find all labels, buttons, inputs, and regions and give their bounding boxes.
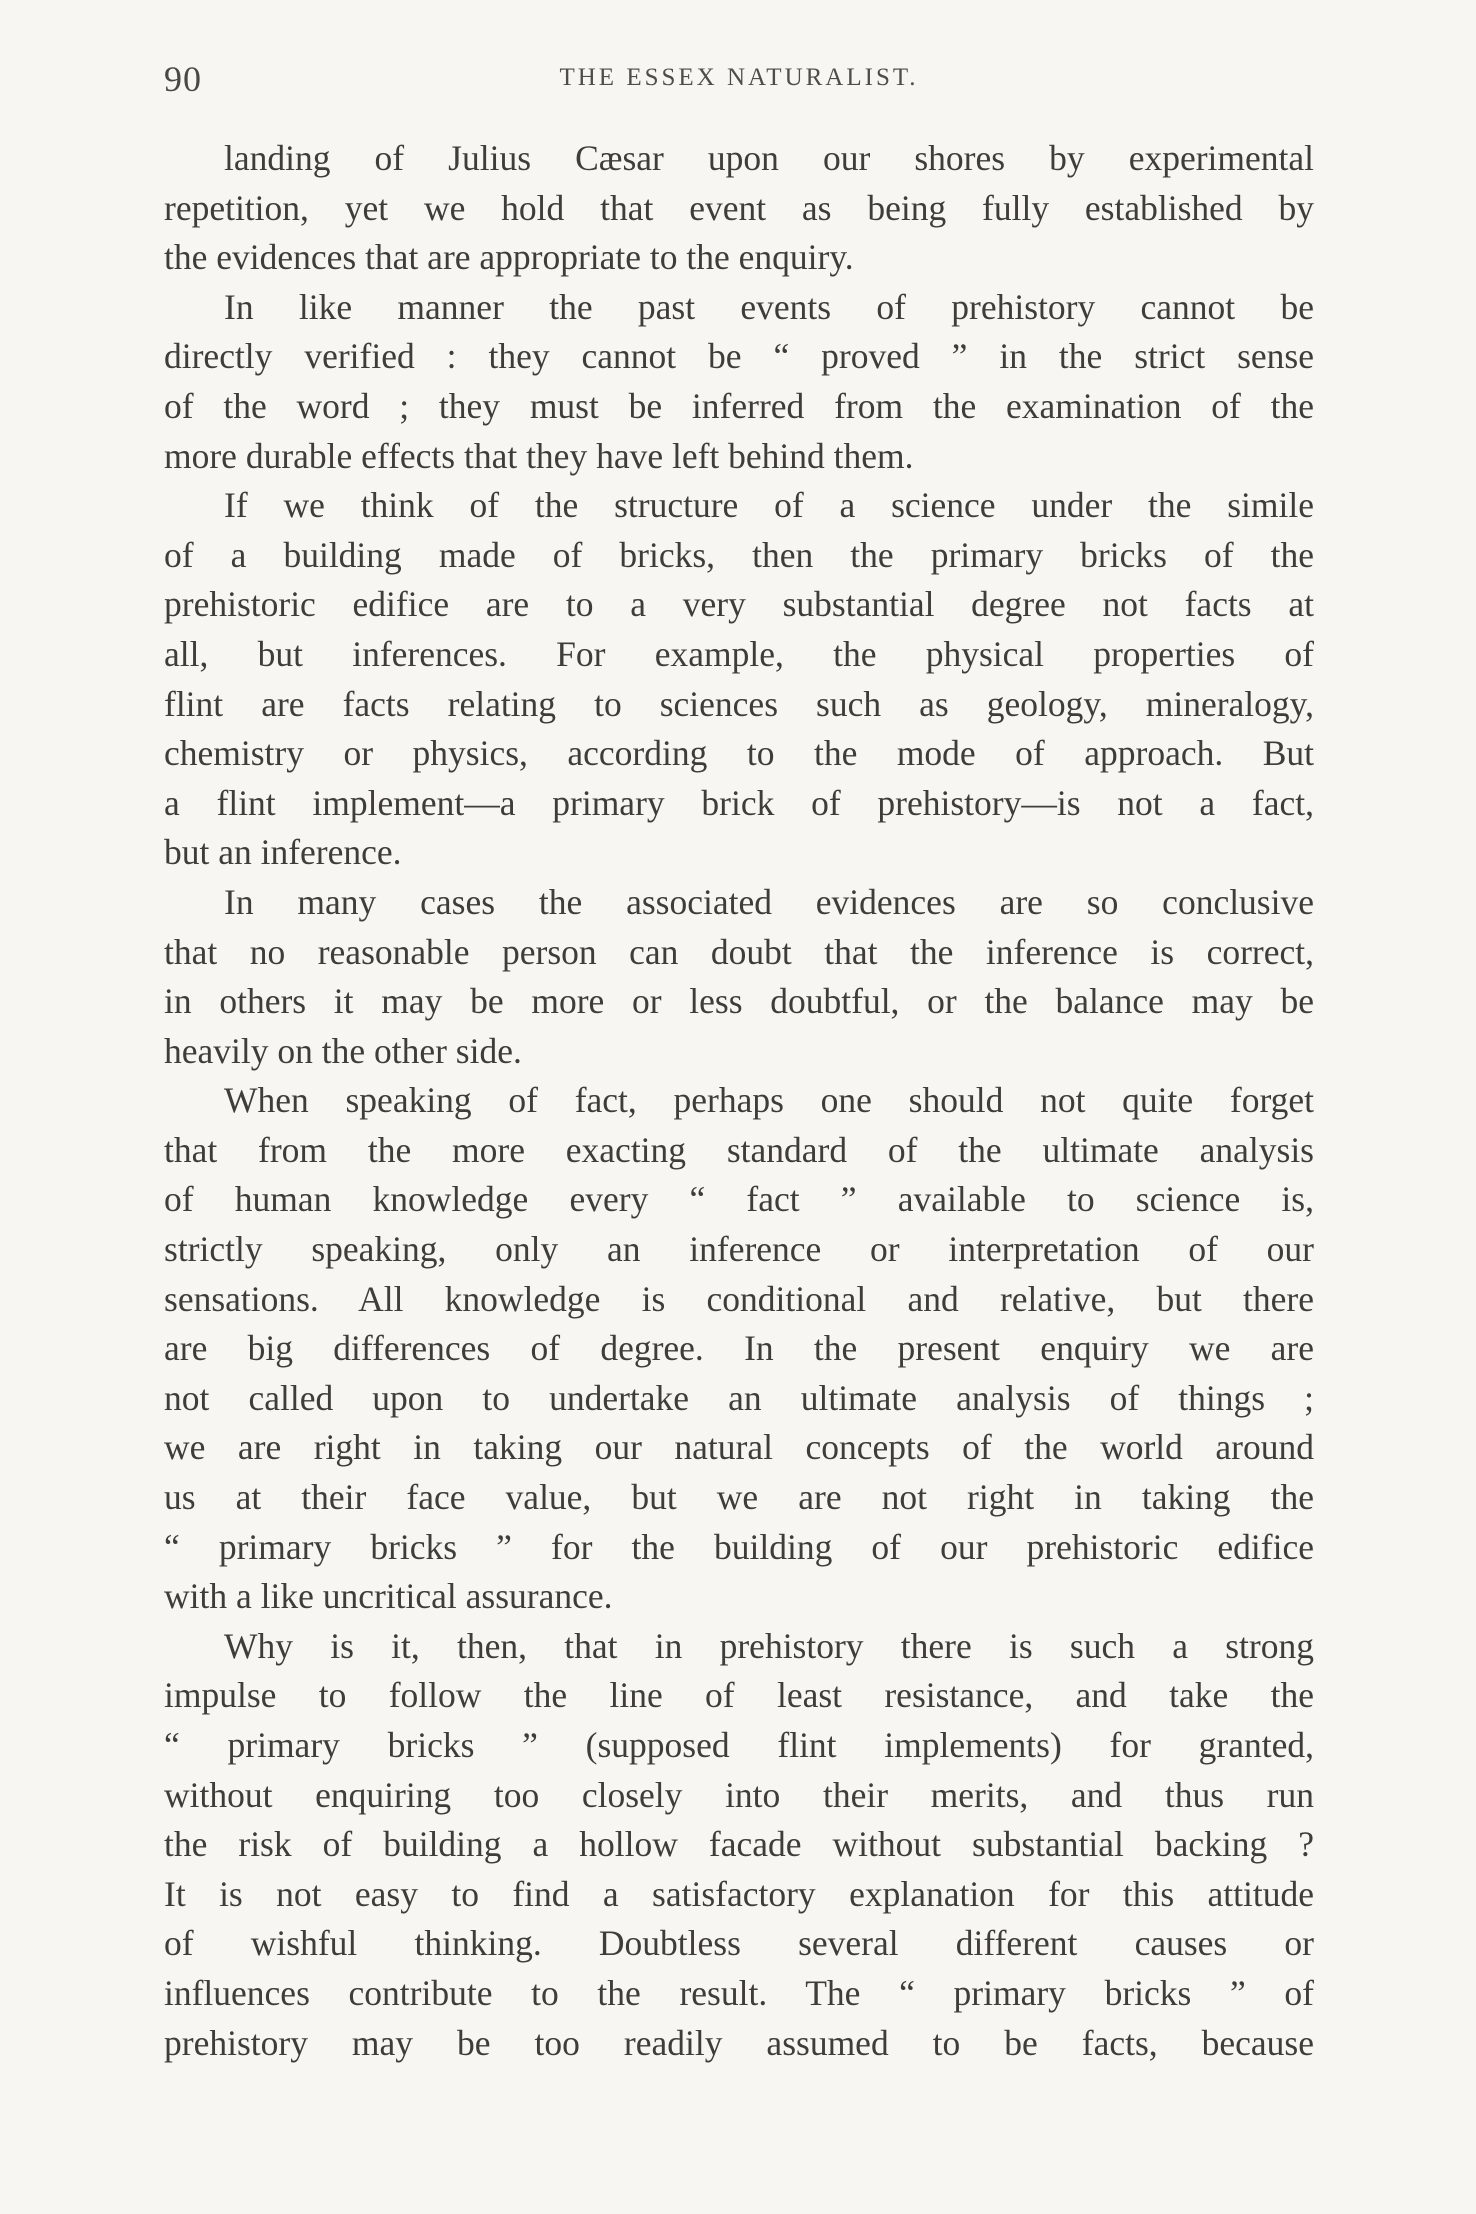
text-line: If we think of the structure of a science under the simile xyxy=(224,485,1314,526)
text-line: “ primary bricks ” for the building of our prehistoric edifice xyxy=(164,1526,1314,1567)
paragraph xyxy=(164,481,1314,878)
text-line: strictly speaking, only an inference or interpretation of our xyxy=(164,1229,1314,1270)
text-line: without enquiring too closely into their merits, and thus run xyxy=(164,1774,1314,1815)
text-line: landing of Julius Cæsar upon our shores by experimental xyxy=(224,138,1314,178)
text-line: chemistry or physics, according to the mode of approach. But xyxy=(164,733,1314,774)
paragraph xyxy=(164,1622,1314,2068)
body-text xyxy=(164,134,1314,2068)
text-line: all, but inferences. For example, the physical properties of xyxy=(164,633,1314,674)
paragraph xyxy=(164,283,1314,481)
text-line: sensations. All knowledge is conditional and relative, but there xyxy=(164,1278,1314,1319)
text-line: When speaking of fact, perhaps one should not quite forget xyxy=(224,1080,1314,1121)
text-line: of human knowledge every “ fact ” available to science is, xyxy=(164,1179,1314,1220)
paragraph xyxy=(164,1076,1314,1622)
text-line: directly verified : they cannot be “ proved ” in the strict sense xyxy=(164,336,1314,377)
page-header xyxy=(164,58,1314,108)
paragraph xyxy=(164,878,1314,1076)
text-line: with a like uncritical assurance. xyxy=(164,1576,613,1617)
text-line: of the word ; they must be inferred from the examination of the xyxy=(164,385,1314,426)
text-line: not called upon to undertake an ultimate analysis of things ; xyxy=(164,1377,1314,1418)
text-line: prehistoric edifice are to a very substantial degree not facts at xyxy=(164,584,1314,625)
text-line: repetition, yet we hold that event as being fully established by xyxy=(164,187,1314,228)
text-line: in others it may be more or less doubtful, or the balance may be xyxy=(164,981,1314,1022)
text-line: In many cases the associated evidences are so conclusive xyxy=(224,881,1314,922)
text-line: flint are facts relating to sciences such as geology, mineralogy, xyxy=(164,683,1314,724)
text-line: the risk of building a hollow facade without substantial backing ? xyxy=(164,1824,1314,1865)
text-line: that no reasonable person can doubt that the inference is correct, xyxy=(164,931,1314,972)
text-line: we are right in taking our natural concepts of the world around xyxy=(164,1427,1314,1468)
text-line: are big differences of degree. In the present enquiry we are xyxy=(164,1328,1314,1369)
text-line: impulse to follow the line of least resistance, and take the xyxy=(164,1675,1314,1716)
page-number: 90 xyxy=(164,59,202,99)
text-line: “ primary bricks ” (supposed flint implements) for granted, xyxy=(164,1725,1314,1765)
text-line: of wishful thinking. Doubtless several different causes or xyxy=(164,1923,1314,1964)
text-line: a flint implement—a primary brick of prehistory—is not a fact, xyxy=(164,782,1314,823)
text-line: In like manner the past events of prehistory cannot be xyxy=(224,286,1314,327)
text-line: of a building made of bricks, then the primary bricks of the xyxy=(164,534,1314,575)
text-line: more durable effects that they have left behind them. xyxy=(164,435,914,476)
text-line: heavily on the other side. xyxy=(164,1030,522,1071)
text-line: influences contribute to the result. The “ primary bricks ” of xyxy=(164,1972,1314,2013)
text-line: Why is it, then, that in prehistory there is such a strong xyxy=(224,1625,1314,1666)
text-line: us at their face value, but we are not right in taking the xyxy=(164,1477,1314,1518)
paragraph xyxy=(164,134,1314,283)
running-title: THE ESSEX NATURALIST. xyxy=(559,64,919,91)
text-line: the evidences that are appropriate to the enquiry. xyxy=(164,237,854,278)
text-line: but an inference. xyxy=(164,832,402,873)
text-line: prehistory may be too readily assumed to be facts, because xyxy=(164,2022,1314,2063)
text-line: It is not easy to find a satisfactory explanation for this attitude xyxy=(164,1873,1314,1914)
text-line: that from the more exacting standard of the ultimate analysis xyxy=(164,1129,1314,1170)
